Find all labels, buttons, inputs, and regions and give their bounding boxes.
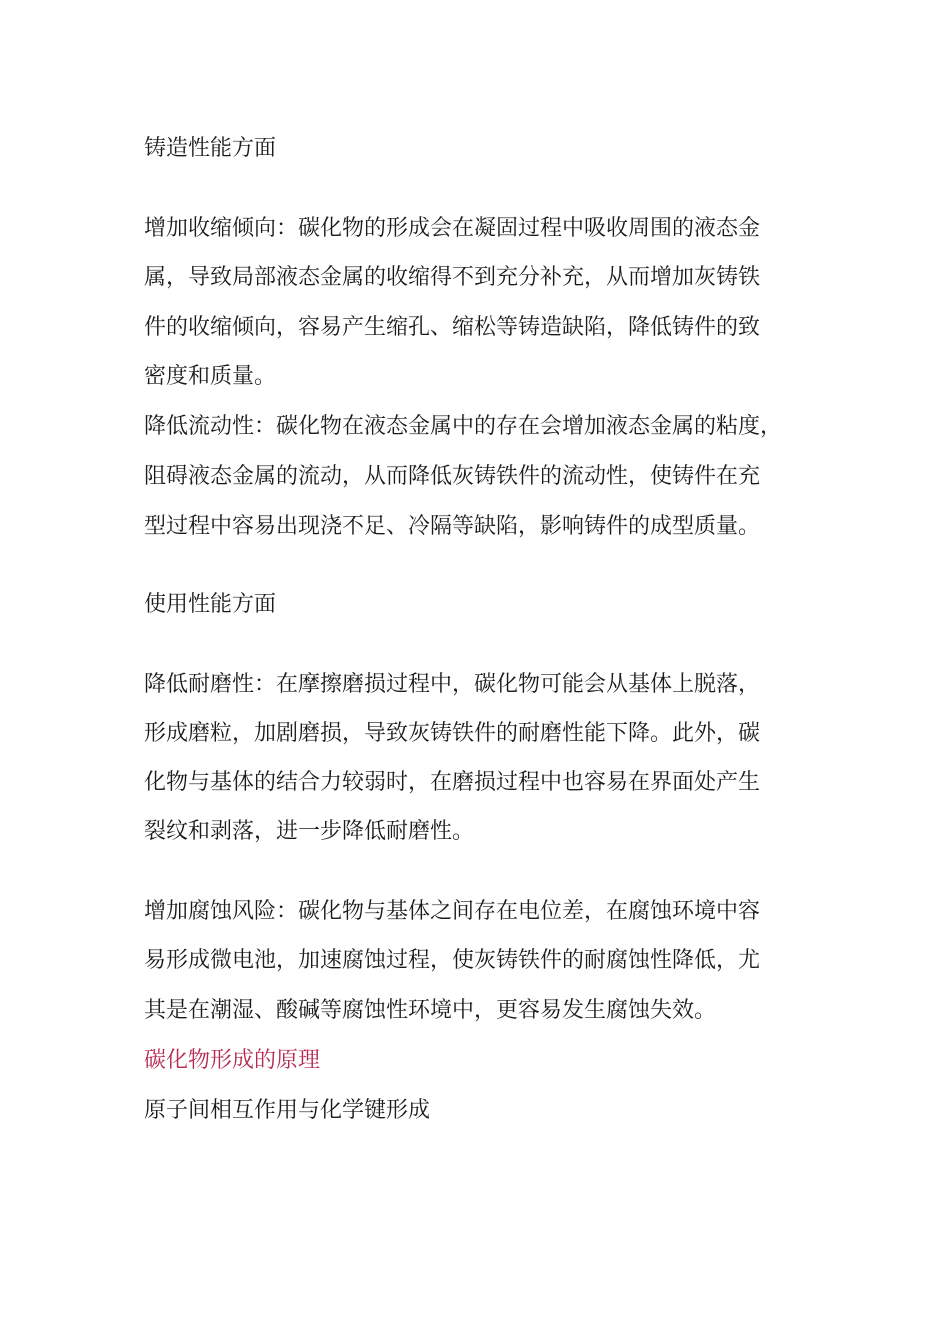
paragraph-line: 属，导致局部液态金属的收缩得不到充分补充，从而增加灰铸铁: [144, 265, 761, 290]
paragraph-line: 易形成微电池，加速腐蚀过程，使灰铸铁件的耐腐蚀性降低，尤: [144, 948, 761, 973]
paragraph-line: 型过程中容易出现浇不足、冷隔等缺陷，影响铸件的成型质量。: [144, 514, 761, 539]
paragraph-line: 增加收缩倾向：碳化物的形成会在凝固过程中吸收周围的液态金: [144, 216, 761, 241]
paragraph-line: 形成磨粒，加剧磨损，导致灰铸铁件的耐磨性能下降。此外，碳: [144, 721, 761, 746]
paragraph-line: 增加腐蚀风险：碳化物与基体之间存在电位差，在腐蚀环境中容: [144, 899, 761, 924]
paragraph-line: 化物与基体的结合力较弱时，在磨损过程中也容易在界面处产生: [144, 770, 761, 795]
section-heading-carbide-principle: 碳化物形成的原理: [144, 1048, 321, 1073]
paragraph-line: 密度和质量。: [144, 364, 277, 389]
paragraph-line: 其是在潮湿、酸碱等腐蚀性环境中，更容易发生腐蚀失效。: [144, 998, 717, 1023]
paragraph-line: 裂纹和剥落，进一步降低耐磨性。: [144, 819, 475, 844]
subsection-heading-atomic-interaction: 原子间相互作用与化学键形成: [144, 1098, 431, 1123]
paragraph-line: 降低流动性：碳化物在液态金属中的存在会增加液态金属的粘度，: [144, 414, 783, 439]
section-heading-usage: 使用性能方面: [144, 592, 277, 617]
paragraph-line: 降低耐磨性：在摩擦磨损过程中，碳化物可能会从基体上脱落，: [144, 672, 761, 697]
paragraph-line: 阻碍液态金属的流动，从而降低灰铸铁件的流动性，使铸件在充: [144, 464, 761, 489]
paragraph-line: 件的收缩倾向，容易产生缩孔、缩松等铸造缺陷，降低铸件的致: [144, 315, 761, 340]
section-heading-casting: 铸造性能方面: [144, 136, 277, 161]
